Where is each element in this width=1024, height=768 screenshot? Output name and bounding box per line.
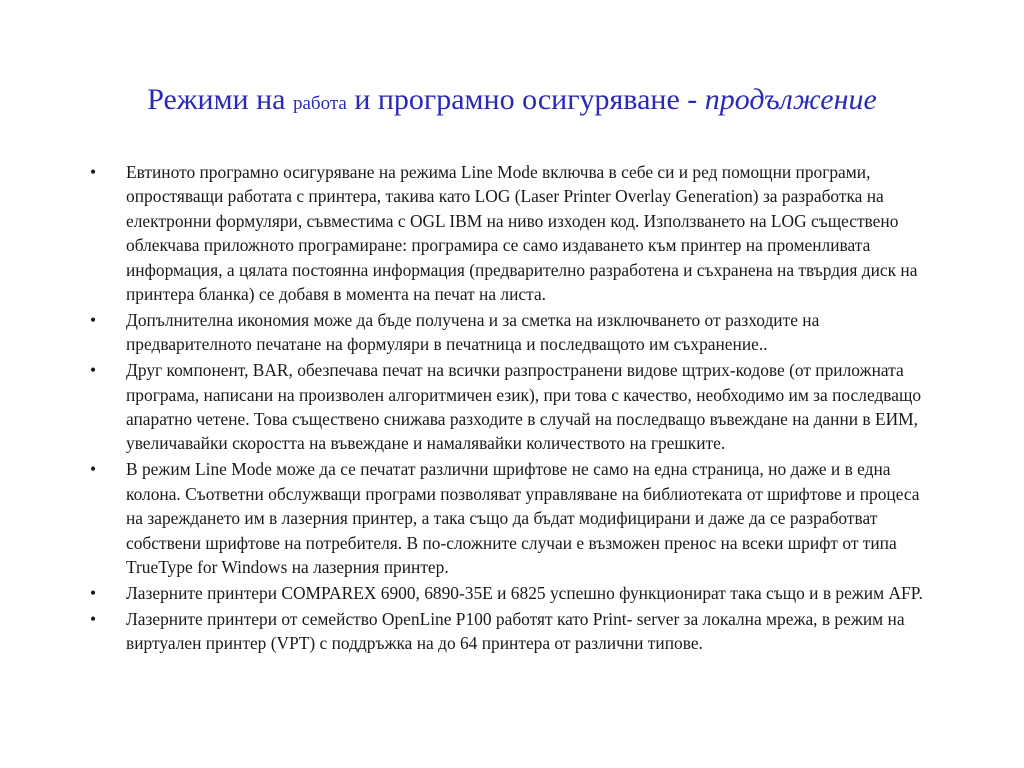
title-part-2-small: работа xyxy=(292,93,347,114)
bullet-item-5 xyxy=(90,581,940,605)
bullet-dot-icon: • xyxy=(90,162,97,182)
bullet-dot-icon: • xyxy=(90,459,97,480)
bullet-text-6: Лазерните принтери от семейство OpenLine P100 работят като Print- server за локална мрежа, в режим на виртуален принтер (VPT) с поддръжка на до 64 принтера от различни типове. xyxy=(126,608,905,654)
bullet-text-3: Друг компонент, BAR, обезпечава печат на всички разпространени видове щтрих-кодове (от приложната програма, написани на произволен алгоритмичен език), при това с качество, необходимо им за последващо апаратно четене. Това съществено снижава разходите в случай на последващо въвеждане на данни в ЕИМ, увеличавайки скоростта на въвеждане и намалявайки количеството на грешките. xyxy=(126,360,922,454)
title-part-4-italic: продължение xyxy=(704,83,877,116)
bullet-item-3 xyxy=(90,358,940,456)
bullet-dot-icon: • xyxy=(90,360,97,381)
bullet-text-1: Евтиното програмно осигуряване на режима Line Mode включва в себе си и ред помощни програми, опростяващи работата с принтера, такива като LOG (Laser Printer Overlay Generation) за разработка на електронни формуляри, съвместима с OGL IBM на ниво изходен код. Използването на LOG съществено облекчава приложното програмиране: програмира се само издаването към принтер на променливата информация, а цялата постоянна информация (предварително разработена и съхранена на твърдия диск на принтера бланка) се добавя в момента на печат на листа. xyxy=(126,162,918,305)
bullet-list xyxy=(90,160,940,657)
bullet-dot-icon: • xyxy=(90,608,97,629)
bullet-item-2 xyxy=(90,308,940,357)
bullet-text-5: Лазерните принтери COMPAREX 6900, 6890-35E и 6825 успешно функционират така също и в режим AFP. xyxy=(126,582,923,603)
bullet-item-6 xyxy=(90,607,940,656)
bullet-dot-icon: • xyxy=(90,309,97,330)
bullet-dot-icon: • xyxy=(90,582,97,603)
bullet-item-4 xyxy=(90,457,940,579)
bullet-item-1 xyxy=(90,160,940,306)
title-part-1: Режими на xyxy=(147,83,293,116)
bullet-text-4: В режим Line Mode може да се печатат различни шрифтове не само на една страница, но даже и в една колона. Съответни обслужващи програми позволяват управляване на библиотеката от шрифтове и процеса на зареждането им в лазерния принтер, а така също да бъдат модифицирани и даже да се разработват собствени шрифтове на потребителя. В по-сложните случаи е възможен пренос на всеки шрифт от типа TrueType for Windows на лазерния принтер. xyxy=(126,459,920,577)
bullet-text-2: Допълнителна икономия може да бъде получена и за сметка на изключването от разходите на предварителното печатане на формуляри в печатница и последващото им съхранение.. xyxy=(126,309,820,355)
title-part-3: и програмно осигуряване - xyxy=(346,83,705,116)
slide-title xyxy=(0,80,1024,124)
